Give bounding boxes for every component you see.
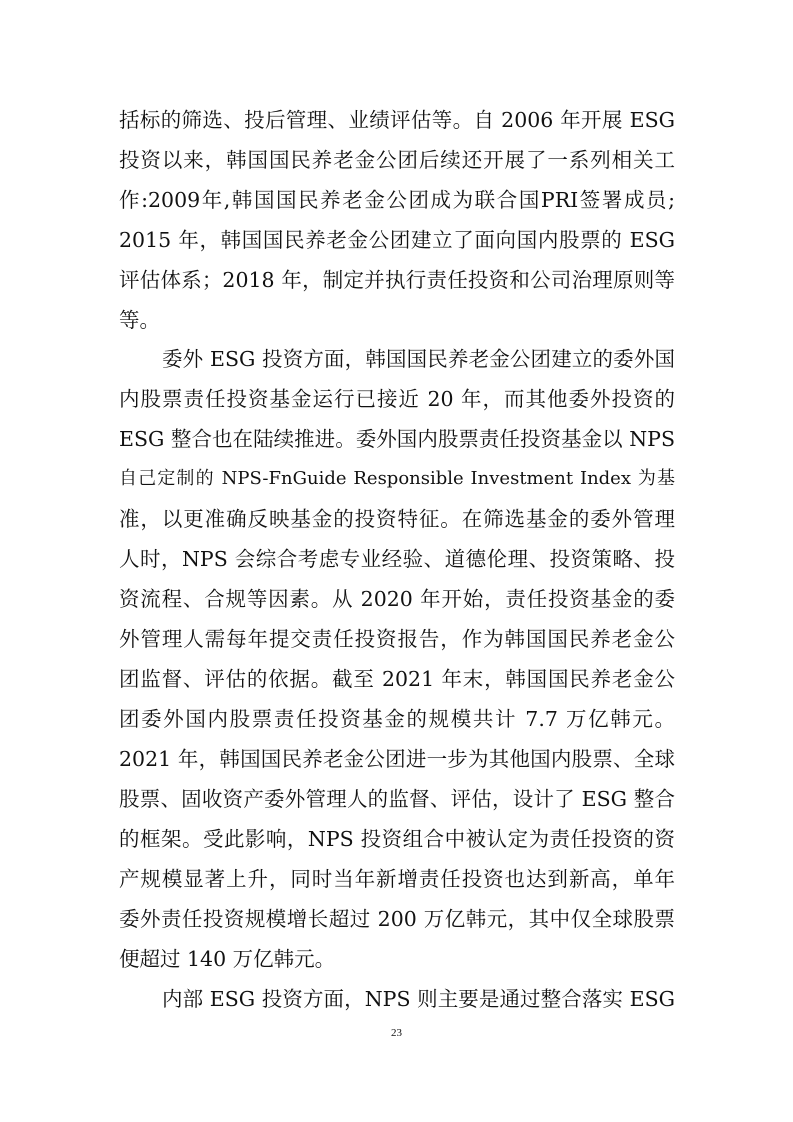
- text-line: 2015 年，韩国国民养老金公团建立了面向国内股票的 ESG: [119, 228, 675, 252]
- text-line: 资流程、合规等因素。从 2020 年开始，责任投资基金的委: [119, 587, 675, 611]
- text-line: 内股票责任投资基金运行已接近 20 年，而其他委外投资的: [119, 387, 675, 411]
- text-line: 等。: [119, 308, 160, 332]
- page-number: 23: [391, 1027, 402, 1039]
- text-line: 外管理人需每年提交责任投资报告，作为韩国国民养老金公: [119, 627, 675, 651]
- text-line: 股票、固收资产委外管理人的监督、评估，设计了 ESG 整合: [119, 787, 675, 811]
- text-line: 评估体系；2018 年，制定并执行责任投资和公司治理原则等: [119, 268, 675, 292]
- text-line: 作:2009年,韩国国民养老金公团成为联合国PRI签署成员;: [119, 188, 675, 212]
- text-line: 括标的筛选、投后管理、业绩评估等。自 2006 年开展 ESG: [119, 108, 675, 132]
- text-line: 2021 年，韩国国民养老金公团进一步为其他国内股票、全球: [119, 747, 675, 771]
- paragraph-first-line: 委外 ESG 投资方面，韩国国民养老金公团建立的委外国: [162, 347, 675, 371]
- text-line: ESG 整合也在陆续推进。委外国内股票责任投资基金以 NPS: [119, 427, 675, 451]
- text-line: 人时，NPS 会综合考虑专业经验、道德伦理、投资策略、投: [119, 547, 675, 571]
- text-line: 的框架。受此影响，NPS 投资组合中被认定为责任投资的资: [119, 827, 675, 851]
- text-line: 委外责任投资规模增长超过 200 万亿韩元，其中仅全球股票: [119, 907, 675, 931]
- text-line: 自己定制的 NPS-FnGuide Responsible Investment Index 为基: [119, 468, 675, 489]
- text-line: 准，以更准确反映基金的投资特征。在筛选基金的委外管理: [119, 507, 675, 531]
- text-line: 投资以来，韩国国民养老金公团后续还开展了一系列相关工: [119, 148, 675, 172]
- text-line: 团委外国内股票责任投资基金的规模共计 7.7 万亿韩元。: [119, 707, 675, 731]
- paragraph-first-line: 内部 ESG 投资方面，NPS 则主要是通过整合落实 ESG: [162, 987, 675, 1011]
- text-line: 便超过 140 万亿韩元。: [119, 947, 336, 971]
- text-line: 团监督、评估的依据。截至 2021 年末，韩国国民养老金公: [119, 667, 675, 691]
- text-line: 产规模显著上升，同时当年新增责任投资也达到新高，单年: [119, 867, 675, 891]
